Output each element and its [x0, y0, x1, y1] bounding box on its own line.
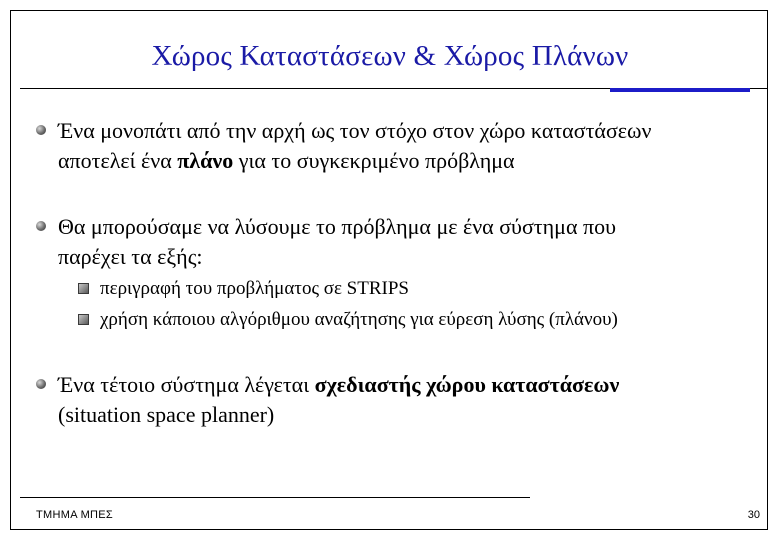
- bullet-3-line-1: [58, 370, 736, 400]
- footer-text: ΤΜΗΜΑ ΜΠΕΣ: [36, 509, 114, 521]
- page-number: 30: [747, 509, 760, 521]
- footer-divider: [20, 497, 530, 498]
- bullet-1: [36, 116, 736, 176]
- slide-title: Χώρος Καταστάσεων & Χώρος Πλάνων: [151, 40, 629, 72]
- bullet-2: [36, 212, 736, 272]
- sub-item-1-text: περιγραφή του προβλήματος σε STRIPS: [100, 278, 409, 299]
- bullet-1-bold-term: πλάνο: [177, 148, 234, 173]
- bullet-3-bold-term: σχεδιαστής χώρου καταστάσεων: [314, 372, 620, 397]
- bullet-3-line-2: (situation space planner): [58, 402, 275, 427]
- round-bullet-icon: [36, 379, 46, 389]
- bullet-2-line-1: Θα μπορούσαμε να λύσουμε το πρόβλημα με ένα σύστημα που: [58, 214, 616, 239]
- bullet-1-line-2: [58, 146, 736, 176]
- bullet-2-line-2: παρέχει τα εξής:: [58, 244, 203, 269]
- sub-item-1: [78, 276, 758, 302]
- round-bullet-icon: [36, 221, 46, 231]
- sub-item-2: [78, 307, 758, 333]
- bullet-1-line-1: Ένα μονοπάτι από την αρχή ως τον στόχο στον χώρο καταστάσεων: [58, 118, 652, 143]
- square-bullet-icon: [78, 314, 89, 325]
- bullet-3: [36, 370, 736, 430]
- square-bullet-icon: [78, 283, 89, 294]
- title-accent-bar: [610, 88, 750, 92]
- round-bullet-icon: [36, 125, 46, 135]
- bullet-1-text-post: για το συγκεκριμένο πρόβλημα: [233, 148, 515, 173]
- bullet-1-text-pre: αποτελεί ένα: [58, 148, 178, 173]
- sub-item-2-text: χρήση κάποιου αλγόριθμου αναζήτησης για εύρεση λύσης (πλάνου): [100, 309, 618, 330]
- bullet-3-text-pre: Ένα τέτοιο σύστημα λέγεται: [58, 372, 315, 397]
